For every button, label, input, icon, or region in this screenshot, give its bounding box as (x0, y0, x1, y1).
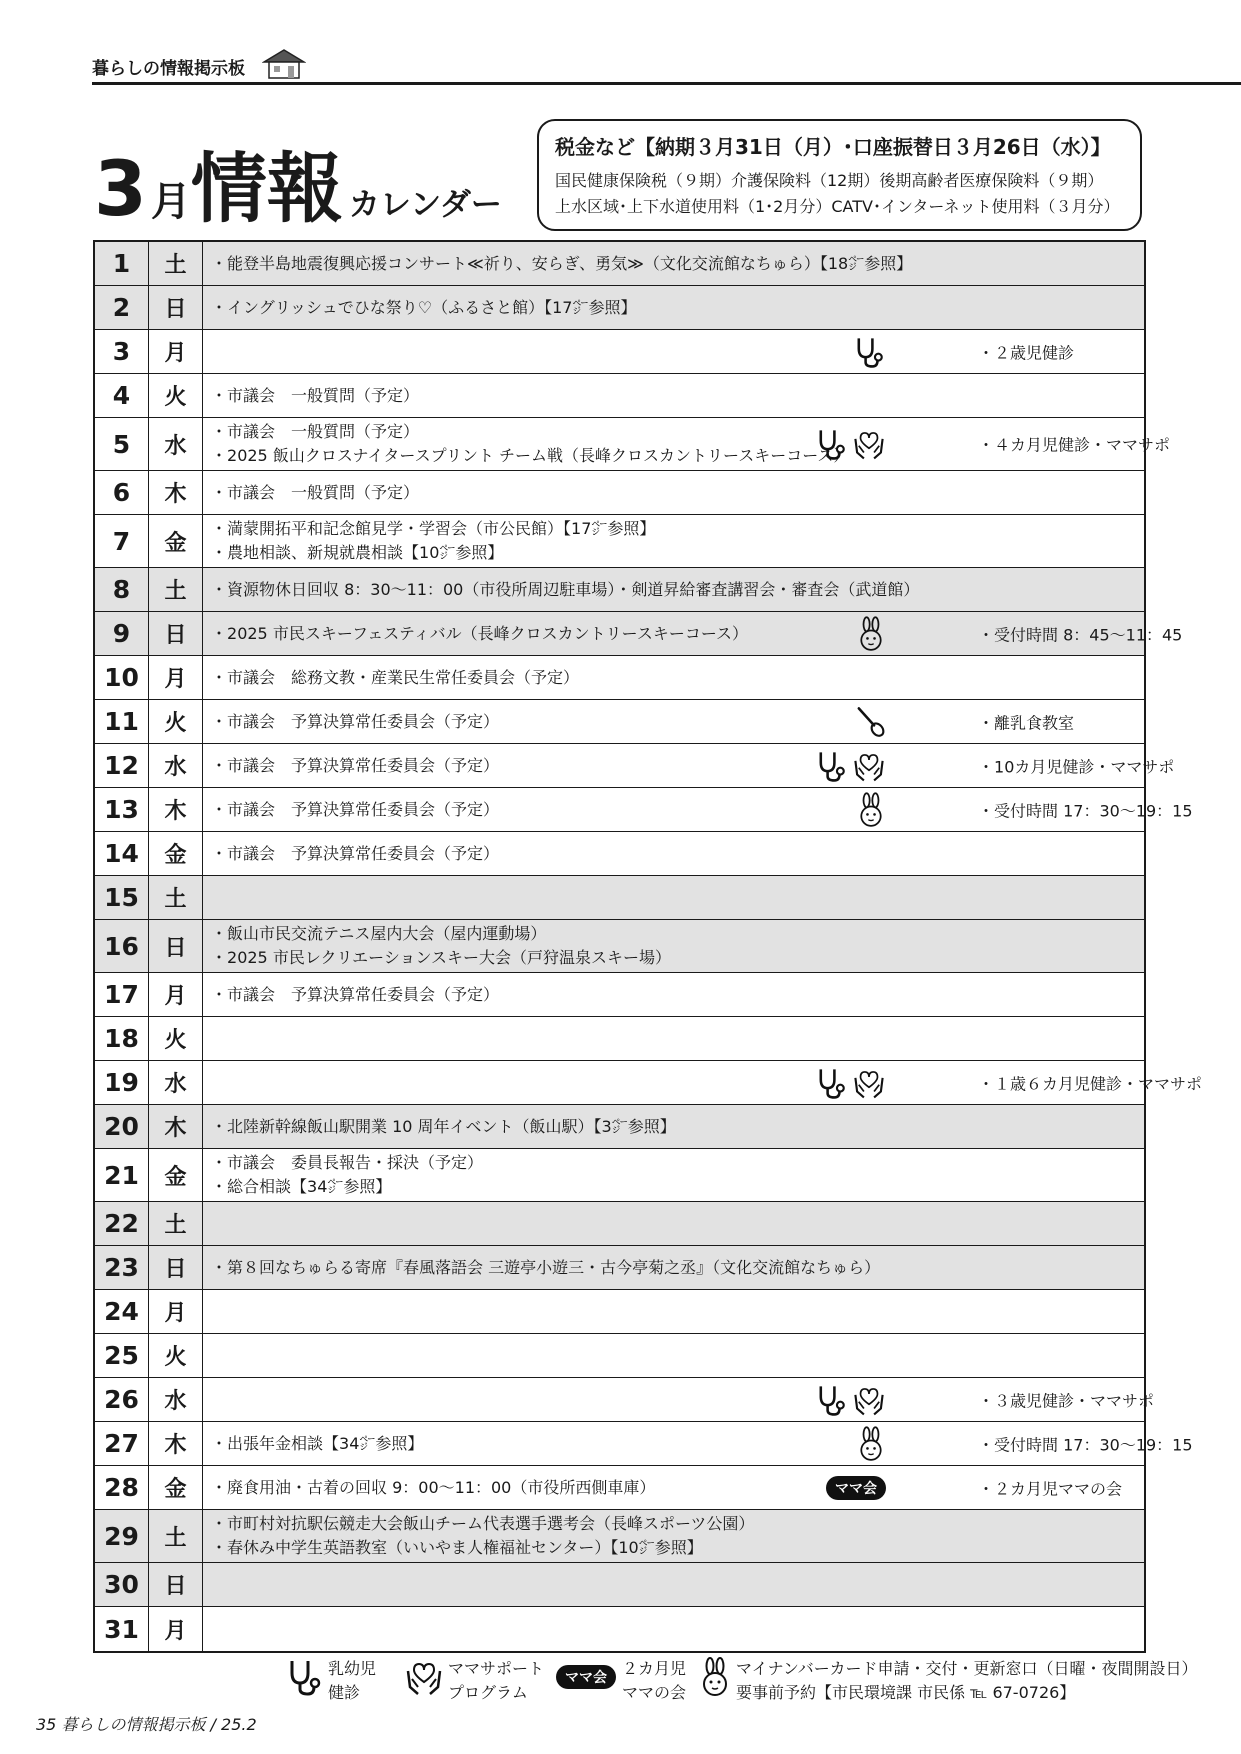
calendar-note: ・ １歳６カ月児健診・ママサポ (978, 1071, 1202, 1094)
calendar-row (95, 242, 1144, 286)
calendar-events (203, 832, 1144, 875)
calendar-row (95, 1246, 1144, 1290)
calendar-day: 27 (95, 1422, 149, 1465)
calendar-event: ・ 市議会 委員長報告・採決（予定） (211, 1151, 1144, 1175)
calendar-day: 20 (95, 1105, 149, 1148)
calendar-weekday: 水 (149, 1378, 203, 1421)
calendar-row (95, 568, 1144, 612)
hands-heart-icon (852, 427, 886, 461)
calendar-day: 4 (95, 374, 149, 417)
calendar-events (203, 1334, 1144, 1377)
legend-mama-kai-text: ママの会 (622, 1683, 687, 1702)
calendar-row (95, 973, 1144, 1017)
calendar-events (203, 612, 1183, 655)
calendar-note: ・ ３歳児健診・ママサポ (978, 1388, 1154, 1411)
calendar-note: ・ 受付時間 17：30～19：15 (978, 798, 1193, 821)
calendar-row (95, 744, 1175, 788)
calendar-weekday: 木 (149, 1422, 203, 1465)
calendar-weekday: 月 (149, 1290, 203, 1333)
calendar-event: ・ 総合相談【34㌻参照】 (211, 1175, 1144, 1199)
calendar-weekday: 土 (149, 242, 203, 285)
calendar-events (203, 1017, 1144, 1060)
calendar-note: ・ 離乳食教室 (978, 710, 1074, 733)
calendar-day: 16 (95, 920, 149, 972)
legend-checkup-text: 乳幼児 (328, 1659, 377, 1678)
spoon-icon (852, 705, 886, 739)
title-suffix: カレンダー (348, 187, 502, 223)
header-rule (92, 82, 1241, 85)
calendar-events (203, 920, 1144, 972)
section-label: 暮らしの情報掲示板 (92, 59, 245, 79)
calendar-weekday: 金 (149, 1466, 203, 1509)
calendar-weekday: 水 (149, 1061, 203, 1104)
calendar-events (203, 1105, 1144, 1148)
calendar-day: 15 (95, 876, 149, 919)
calendar-weekday: 木 (149, 788, 203, 831)
calendar-weekday: 土 (149, 1202, 203, 1245)
calendar-event: ・ 2025 飯山クロスナイタースプリント チーム戦（長峰クロスカントリースキーコース） (211, 444, 1144, 468)
calendar-events (203, 1563, 1144, 1606)
calendar-icons (852, 335, 886, 369)
legend-mynumber (698, 1657, 1197, 1705)
calendar-day: 12 (95, 744, 149, 787)
calendar-weekday: 水 (149, 418, 203, 470)
calendar-row (95, 1334, 1144, 1378)
calendar-weekday: 月 (149, 973, 203, 1016)
title-month-unit: 月 (150, 179, 191, 225)
calendar-weekday: 日 (149, 920, 203, 972)
calendar-event: ・ 資源物休日回収 8：30～11：00（市役所周辺駐車場）・剣道昇給審査講習会・審査会（武道館） (211, 578, 1144, 602)
calendar-events (203, 568, 1144, 611)
calendar-day: 21 (95, 1149, 149, 1201)
title-info: 情報 (190, 144, 343, 233)
calendar-day: 10 (95, 656, 149, 699)
calendar-day: 28 (95, 1466, 149, 1509)
calendar-event: ・ 市議会 予算決算常任委員会（予定） (211, 798, 1144, 822)
calendar-row (95, 1607, 1144, 1651)
calendar-day: 30 (95, 1563, 149, 1606)
calendar-icons (852, 705, 886, 739)
calendar-event: ・ 廃食用油・古着の回収 9：00～11：00（市役所西側車庫） (211, 1476, 1144, 1500)
calendar-icons (856, 1426, 886, 1462)
legend-mynumber-text: マイナンバーカード申請・交付・更新窓口（日曜・夜間開設日） (736, 1659, 1198, 1678)
calendar-row (95, 471, 1144, 515)
calendar-row (95, 1290, 1144, 1334)
calendar-events (203, 1149, 1144, 1201)
calendar-row (95, 832, 1144, 876)
calendar-events (203, 471, 1144, 514)
calendar-event: ・ 市議会 総務文教・産業民生常任委員会（予定） (211, 666, 1144, 690)
calendar-event: ・ 飯山市民交流テニス屋内大会（屋内運動場） (211, 922, 1144, 946)
calendar-events (203, 1510, 1144, 1562)
calendar-day: 11 (95, 700, 149, 743)
title-month: 3 (94, 144, 147, 233)
calendar-icons (856, 616, 886, 652)
calendar-weekday: 日 (149, 1246, 203, 1289)
mama-kai-badge: ママ会 (826, 1476, 886, 1500)
calendar-event: ・ 農地相談、新規就農相談【10㌻参照】 (211, 541, 1144, 565)
calendar-row (95, 1563, 1144, 1607)
hands-heart-icon (852, 1066, 886, 1100)
tax-info-box (537, 119, 1142, 231)
calendar-icons (814, 749, 886, 783)
calendar-day: 23 (95, 1246, 149, 1289)
calendar-row (95, 1061, 1203, 1105)
calendar-row (95, 920, 1144, 973)
legend-mama-support-text: プログラム (448, 1683, 528, 1702)
calendar-row (95, 1422, 1193, 1466)
legend-mama-kai (556, 1657, 686, 1705)
mama-kai-badge: ママ会 (556, 1665, 616, 1689)
rabbit-icon (856, 792, 886, 828)
calendar-note: ・ ２カ月児ママの会 (978, 1476, 1122, 1499)
calendar-events (203, 1061, 1203, 1104)
calendar-weekday: 日 (149, 286, 203, 329)
calendar-events (203, 1246, 1144, 1289)
calendar-events (203, 1422, 1193, 1465)
calendar-row (95, 418, 1171, 471)
calendar-weekday: 金 (149, 1149, 203, 1201)
calendar-event: ・ 2025 市民レクリエーションスキー大会（戸狩温泉スキー場） (211, 946, 1144, 970)
calendar-note: ・ 10カ月児健診・ママサポ (978, 754, 1174, 777)
stethoscope-icon (814, 1066, 848, 1100)
calendar-event: ・ 春休み中学生英語教室（いいやま人権福祉センター）【10㌻参照】 (211, 1536, 1144, 1560)
calendar-event: ・ 第８回なちゅらる寄席『春風落語会 三遊亭小遊三・古今亭菊之丞』（文化交流館なちゅら） (211, 1256, 1144, 1280)
calendar-event: ・ 市議会 予算決算常任委員会（予定） (211, 754, 1144, 778)
calendar-row (95, 1105, 1144, 1149)
calendar-event: ・ 市議会 予算決算常任委員会（予定） (211, 983, 1144, 1007)
calendar-weekday: 木 (149, 1105, 203, 1148)
calendar-day: 3 (95, 330, 149, 373)
calendar-icons (856, 792, 886, 828)
hands-heart-icon (852, 1383, 886, 1417)
calendar-day: 2 (95, 286, 149, 329)
calendar-note: ・ ４カ月児健診・ママサポ (978, 433, 1170, 456)
calendar-weekday: 金 (149, 515, 203, 567)
calendar-events (203, 286, 1144, 329)
tax-box-line: 上水区域･上下水道使用料（1･2月分）CATV･インターネット使用料（３月分） (555, 197, 1120, 216)
calendar-day: 1 (95, 242, 149, 285)
calendar-row (95, 1378, 1155, 1422)
calendar-events (203, 1378, 1155, 1421)
calendar-event: ・ 出張年金相談【34㌻参照】 (211, 1432, 1144, 1456)
page-title (94, 128, 502, 237)
calendar-icons (814, 427, 886, 461)
calendar-row (95, 1202, 1144, 1246)
legend-mynumber-text: 要事前予約【市民環境課 市民係 ℡ 67-0726】 (736, 1683, 1076, 1702)
legend (284, 1657, 1198, 1709)
calendar-event: ・ 市議会 予算決算常任委員会（予定） (211, 842, 1144, 866)
calendar-row (95, 612, 1183, 656)
calendar-event: ・ 2025 市民スキーフェスティバル（長峰クロスカントリースキーコース） (211, 622, 1144, 646)
calendar-weekday: 月 (149, 656, 203, 699)
calendar-event: ・ 北陸新幹線飯山駅開業 10 周年イベント（飯山駅）【3㌻参照】 (211, 1115, 1144, 1139)
legend-mama-kai-text: ２カ月児 (622, 1659, 687, 1678)
calendar-icons (826, 1476, 886, 1500)
calendar-row (95, 286, 1144, 330)
calendar-events (203, 242, 1144, 285)
stethoscope-icon (852, 335, 886, 369)
tax-box-line: 国民健康保険税（９期）介護保険料（12期）後期高齢者医療保険料（９期） (555, 171, 1104, 190)
calendar-table (93, 240, 1203, 1653)
calendar-weekday: 木 (149, 471, 203, 514)
calendar-note: ・ 受付時間 17：30～19：15 (978, 1432, 1193, 1455)
calendar-events (203, 515, 1144, 567)
house-icon (262, 46, 306, 80)
calendar-day: 5 (95, 418, 149, 470)
stethoscope-icon (814, 749, 848, 783)
legend-checkup-text: 健診 (328, 1683, 361, 1702)
calendar-weekday: 火 (149, 374, 203, 417)
calendar-weekday: 水 (149, 744, 203, 787)
hands-heart-icon (404, 1657, 444, 1697)
calendar-event: ・ 市町村対抗駅伝競走大会飯山チーム代表選手選考会（長峰スポーツ公園） (211, 1512, 1144, 1536)
calendar-events (203, 1290, 1144, 1333)
calendar-events (203, 876, 1144, 919)
stethoscope-icon (814, 427, 848, 461)
hands-heart-icon (852, 749, 886, 783)
calendar-day: 19 (95, 1061, 149, 1104)
calendar-day: 9 (95, 612, 149, 655)
calendar-events (203, 700, 1144, 743)
calendar-row (95, 515, 1144, 568)
rabbit-icon (856, 616, 886, 652)
calendar-day: 26 (95, 1378, 149, 1421)
calendar-events (203, 330, 1144, 373)
calendar-event: ・ 市議会 一般質問（予定） (211, 420, 1144, 444)
calendar-event: ・ 満蒙開拓平和記念館見学・学習会（市公民館）【17㌻参照】 (211, 517, 1144, 541)
calendar-day: 31 (95, 1607, 149, 1651)
calendar-day: 17 (95, 973, 149, 1016)
calendar-day: 6 (95, 471, 149, 514)
calendar-day: 29 (95, 1510, 149, 1562)
calendar-note: ・ 受付時間 8：45～11：45 (978, 622, 1182, 645)
calendar-day: 7 (95, 515, 149, 567)
calendar-events (203, 788, 1193, 831)
calendar-events (203, 973, 1144, 1016)
calendar-row (95, 1017, 1144, 1061)
page-footer: 35 暮らしの情報掲示板 / 25.2 (36, 1715, 257, 1734)
calendar-row (95, 1466, 1144, 1510)
calendar-weekday: 日 (149, 1563, 203, 1606)
calendar-event: ・ イングリッシュでひな祭り♡（ふるさと館）【17㌻参照】 (211, 296, 1144, 320)
calendar-event: ・ 市議会 予算決算常任委員会（予定） (211, 710, 1144, 734)
calendar-weekday: 土 (149, 568, 203, 611)
calendar-events (203, 418, 1171, 470)
calendar-day: 25 (95, 1334, 149, 1377)
calendar-events (203, 1202, 1144, 1245)
calendar-event: ・ 市議会 一般質問（予定） (211, 481, 1144, 505)
calendar-weekday: 火 (149, 1017, 203, 1060)
calendar-weekday: 土 (149, 876, 203, 919)
calendar-events (203, 656, 1144, 699)
stethoscope-icon (284, 1657, 324, 1697)
rabbit-icon (856, 1426, 886, 1462)
calendar-weekday: 月 (149, 330, 203, 373)
calendar-row (95, 700, 1144, 744)
tax-box-title: 税金など【納期３月31日（月）･口座振替日３月26日（水）】 (555, 135, 1111, 159)
calendar-weekday: 土 (149, 1510, 203, 1562)
calendar-weekday: 火 (149, 700, 203, 743)
calendar-row (95, 330, 1144, 374)
calendar-weekday: 日 (149, 612, 203, 655)
stethoscope-icon (814, 1383, 848, 1417)
calendar-row (95, 788, 1193, 832)
calendar-weekday: 月 (149, 1607, 203, 1651)
calendar-note: ・ ２歳児健診 (978, 340, 1074, 363)
calendar-row (95, 1149, 1144, 1202)
calendar-day: 22 (95, 1202, 149, 1245)
calendar-row (95, 374, 1144, 418)
calendar-row (95, 876, 1144, 920)
calendar-row (95, 1510, 1144, 1563)
calendar-day: 24 (95, 1290, 149, 1333)
calendar-day: 13 (95, 788, 149, 831)
calendar-icons (814, 1066, 886, 1100)
calendar-weekday: 火 (149, 1334, 203, 1377)
calendar-day: 18 (95, 1017, 149, 1060)
rabbit-icon (698, 1657, 732, 1697)
legend-checkup (284, 1657, 376, 1705)
calendar-row (95, 656, 1144, 700)
legend-mama-support (404, 1657, 544, 1705)
legend-mama-support-text: ママサポート (448, 1659, 545, 1678)
calendar-events (203, 1466, 1144, 1509)
calendar-day: 8 (95, 568, 149, 611)
calendar-events (203, 1607, 1144, 1651)
calendar-event: ・ 市議会 一般質問（予定） (211, 384, 1144, 408)
calendar-event: ・ 能登半島地震復興応援コンサート≪祈り、安らぎ、勇気≫（文化交流館なちゅら）【18㌻参照】 (211, 252, 1144, 276)
calendar-day: 14 (95, 832, 149, 875)
calendar-weekday: 金 (149, 832, 203, 875)
calendar-events (203, 744, 1175, 787)
calendar-events (203, 374, 1144, 417)
calendar-icons (814, 1383, 886, 1417)
